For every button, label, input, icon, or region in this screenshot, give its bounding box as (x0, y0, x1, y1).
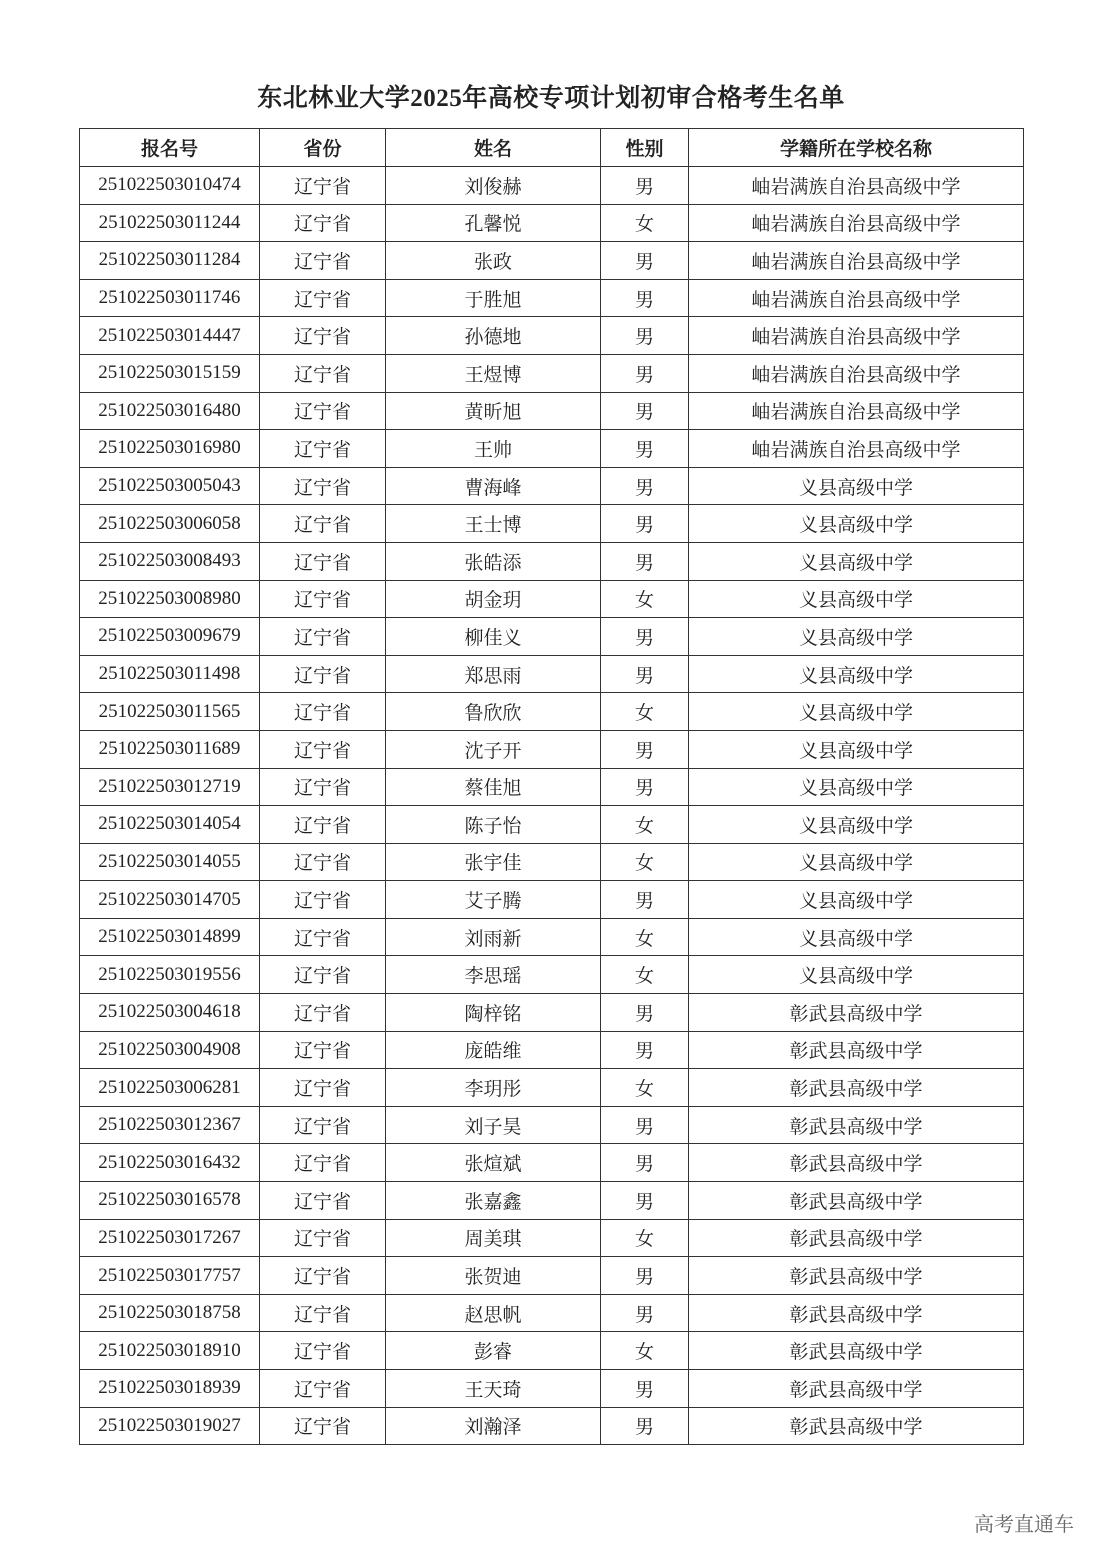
table-row (80, 730, 1024, 768)
cell-gender: 男 (601, 768, 689, 806)
cell-school: 义县高级中学 (689, 655, 1024, 693)
cell-gender: 男 (601, 1370, 689, 1408)
cell-school: 义县高级中学 (689, 505, 1024, 543)
cell-school: 岫岩满族自治县高级中学 (689, 167, 1024, 205)
cell-gender: 男 (601, 242, 689, 280)
cell-gender: 男 (601, 994, 689, 1032)
cell-school: 岫岩满族自治县高级中学 (689, 392, 1024, 430)
cell-registration-number: 251022503011746 (80, 279, 260, 317)
cell-gender: 女 (601, 204, 689, 242)
cell-name: 张皓添 (386, 542, 601, 580)
cell-registration-number: 251022503018939 (80, 1370, 260, 1408)
cell-registration-number: 251022503014705 (80, 881, 260, 919)
table-row (80, 542, 1024, 580)
cell-name: 艾子腾 (386, 881, 601, 919)
table-row (80, 1294, 1024, 1332)
cell-name: 赵思帆 (386, 1294, 601, 1332)
table-row (80, 505, 1024, 543)
table-row (80, 580, 1024, 618)
table-row (80, 1257, 1024, 1295)
cell-province: 辽宁省 (260, 467, 386, 505)
cell-province: 辽宁省 (260, 655, 386, 693)
cell-school: 岫岩满族自治县高级中学 (689, 317, 1024, 355)
cell-school: 义县高级中学 (689, 542, 1024, 580)
cell-school: 岫岩满族自治县高级中学 (689, 430, 1024, 468)
table-row (80, 204, 1024, 242)
cell-registration-number: 251022503014447 (80, 317, 260, 355)
cell-gender: 男 (601, 167, 689, 205)
cell-school: 义县高级中学 (689, 768, 1024, 806)
cell-name: 郑思雨 (386, 655, 601, 693)
cell-name: 刘雨新 (386, 918, 601, 956)
cell-province: 辽宁省 (260, 806, 386, 844)
cell-province: 辽宁省 (260, 730, 386, 768)
table-row (80, 430, 1024, 468)
cell-province: 辽宁省 (260, 1332, 386, 1370)
cell-gender: 女 (601, 580, 689, 618)
cell-registration-number: 251022503018758 (80, 1294, 260, 1332)
cell-registration-number: 251022503009679 (80, 618, 260, 656)
cell-school: 彰武县高级中学 (689, 1407, 1024, 1445)
cell-name: 曹海峰 (386, 467, 601, 505)
cell-province: 辽宁省 (260, 618, 386, 656)
cell-gender: 男 (601, 618, 689, 656)
cell-registration-number: 251022503011284 (80, 242, 260, 280)
cell-registration-number: 251022503011498 (80, 655, 260, 693)
cell-gender: 男 (601, 542, 689, 580)
cell-registration-number: 251022503010474 (80, 167, 260, 205)
table-row (80, 1031, 1024, 1069)
cell-registration-number: 251022503016578 (80, 1182, 260, 1220)
cell-registration-number: 251022503004618 (80, 994, 260, 1032)
cell-school: 彰武县高级中学 (689, 1219, 1024, 1257)
table-row (80, 768, 1024, 806)
table-row (80, 994, 1024, 1032)
cell-name: 沈子开 (386, 730, 601, 768)
cell-name: 张煊斌 (386, 1144, 601, 1182)
header-name: 姓名 (386, 129, 601, 167)
table-row (80, 1144, 1024, 1182)
cell-registration-number: 251022503016980 (80, 430, 260, 468)
cell-name: 刘子昊 (386, 1106, 601, 1144)
table-row (80, 167, 1024, 205)
cell-province: 辽宁省 (260, 242, 386, 280)
cell-name: 李玥彤 (386, 1069, 601, 1107)
table-row (80, 918, 1024, 956)
cell-school: 义县高级中学 (689, 618, 1024, 656)
cell-province: 辽宁省 (260, 1031, 386, 1069)
cell-school: 义县高级中学 (689, 843, 1024, 881)
cell-gender: 男 (601, 1106, 689, 1144)
cell-name: 庞皓维 (386, 1031, 601, 1069)
cell-name: 柳佳义 (386, 618, 601, 656)
cell-name: 陈子怡 (386, 806, 601, 844)
cell-school: 彰武县高级中学 (689, 1332, 1024, 1370)
cell-name: 王帅 (386, 430, 601, 468)
table-row (80, 279, 1024, 317)
table-row (80, 1407, 1024, 1445)
cell-school: 彰武县高级中学 (689, 1069, 1024, 1107)
cell-registration-number: 251022503015159 (80, 354, 260, 392)
cell-province: 辽宁省 (260, 542, 386, 580)
cell-name: 王煜博 (386, 354, 601, 392)
table-row (80, 806, 1024, 844)
cell-registration-number: 251022503012367 (80, 1106, 260, 1144)
cell-gender: 男 (601, 655, 689, 693)
cell-province: 辽宁省 (260, 279, 386, 317)
cell-gender: 女 (601, 1332, 689, 1370)
table-row (80, 618, 1024, 656)
cell-name: 陶梓铭 (386, 994, 601, 1032)
cell-province: 辽宁省 (260, 768, 386, 806)
cell-registration-number: 251022503019027 (80, 1407, 260, 1445)
cell-registration-number: 251022503017757 (80, 1257, 260, 1295)
candidate-table (79, 128, 1024, 1445)
cell-school: 彰武县高级中学 (689, 1182, 1024, 1220)
cell-gender: 男 (601, 505, 689, 543)
cell-registration-number: 251022503014055 (80, 843, 260, 881)
cell-school: 彰武县高级中学 (689, 1257, 1024, 1295)
cell-province: 辽宁省 (260, 392, 386, 430)
cell-gender: 女 (601, 1219, 689, 1257)
cell-school: 彰武县高级中学 (689, 1144, 1024, 1182)
cell-school: 岫岩满族自治县高级中学 (689, 354, 1024, 392)
cell-name: 胡金玥 (386, 580, 601, 618)
cell-gender: 男 (601, 467, 689, 505)
cell-province: 辽宁省 (260, 1106, 386, 1144)
cell-name: 刘瀚泽 (386, 1407, 601, 1445)
cell-school: 彰武县高级中学 (689, 1370, 1024, 1408)
cell-registration-number: 251022503011565 (80, 693, 260, 731)
cell-province: 辽宁省 (260, 204, 386, 242)
cell-gender: 男 (601, 1294, 689, 1332)
cell-registration-number: 251022503011689 (80, 730, 260, 768)
cell-province: 辽宁省 (260, 918, 386, 956)
table-row (80, 1069, 1024, 1107)
cell-gender: 男 (601, 1182, 689, 1220)
cell-province: 辽宁省 (260, 693, 386, 731)
cell-province: 辽宁省 (260, 580, 386, 618)
table-row (80, 392, 1024, 430)
cell-registration-number: 251022503004908 (80, 1031, 260, 1069)
table-row (80, 881, 1024, 919)
cell-school: 彰武县高级中学 (689, 1294, 1024, 1332)
cell-name: 黄昕旭 (386, 392, 601, 430)
header-province: 省份 (260, 129, 386, 167)
cell-school: 岫岩满族自治县高级中学 (689, 279, 1024, 317)
cell-school: 义县高级中学 (689, 730, 1024, 768)
cell-school: 彰武县高级中学 (689, 1106, 1024, 1144)
header-registration-number: 报名号 (80, 129, 260, 167)
cell-registration-number: 251022503019556 (80, 956, 260, 994)
table-body (80, 167, 1024, 1445)
cell-province: 辽宁省 (260, 843, 386, 881)
table-row (80, 1370, 1024, 1408)
header-gender: 性别 (601, 129, 689, 167)
cell-gender: 男 (601, 279, 689, 317)
cell-province: 辽宁省 (260, 505, 386, 543)
table-row (80, 655, 1024, 693)
cell-gender: 女 (601, 806, 689, 844)
cell-registration-number: 251022503016432 (80, 1144, 260, 1182)
cell-gender: 男 (601, 1144, 689, 1182)
cell-province: 辽宁省 (260, 1407, 386, 1445)
cell-province: 辽宁省 (260, 994, 386, 1032)
cell-name: 周美琪 (386, 1219, 601, 1257)
cell-gender: 女 (601, 918, 689, 956)
cell-name: 张贺迪 (386, 1257, 601, 1295)
cell-gender: 男 (601, 881, 689, 919)
table-row (80, 242, 1024, 280)
table-row (80, 317, 1024, 355)
cell-school: 义县高级中学 (689, 580, 1024, 618)
cell-school: 义县高级中学 (689, 693, 1024, 731)
cell-name: 蔡佳旭 (386, 768, 601, 806)
cell-province: 辽宁省 (260, 1257, 386, 1295)
table-row (80, 1332, 1024, 1370)
document-title: 东北林业大学2025年高校专项计划初审合格考生名单 (257, 85, 845, 112)
cell-name: 于胜旭 (386, 279, 601, 317)
cell-province: 辽宁省 (260, 1294, 386, 1332)
cell-gender: 男 (601, 317, 689, 355)
cell-province: 辽宁省 (260, 354, 386, 392)
cell-name: 王天琦 (386, 1370, 601, 1408)
cell-gender: 男 (601, 1257, 689, 1295)
cell-province: 辽宁省 (260, 1069, 386, 1107)
cell-name: 孔馨悦 (386, 204, 601, 242)
table-row (80, 1182, 1024, 1220)
cell-school: 彰武县高级中学 (689, 994, 1024, 1032)
cell-province: 辽宁省 (260, 1182, 386, 1220)
cell-province: 辽宁省 (260, 1144, 386, 1182)
cell-province: 辽宁省 (260, 1370, 386, 1408)
cell-school: 义县高级中学 (689, 881, 1024, 919)
cell-gender: 男 (601, 392, 689, 430)
cell-school: 义县高级中学 (689, 918, 1024, 956)
table-row (80, 693, 1024, 731)
cell-school: 义县高级中学 (689, 467, 1024, 505)
cell-registration-number: 251022503017267 (80, 1219, 260, 1257)
table-row (80, 354, 1024, 392)
cell-registration-number: 251022503006058 (80, 505, 260, 543)
cell-province: 辽宁省 (260, 956, 386, 994)
table-header-row (80, 129, 1024, 167)
table-row (80, 843, 1024, 881)
cell-school: 义县高级中学 (689, 806, 1024, 844)
watermark: 高考直通车 (974, 1512, 1074, 1536)
table-row (80, 956, 1024, 994)
cell-gender: 女 (601, 843, 689, 881)
cell-province: 辽宁省 (260, 881, 386, 919)
cell-name: 张嘉鑫 (386, 1182, 601, 1220)
cell-gender: 男 (601, 1031, 689, 1069)
cell-name: 刘俊赫 (386, 167, 601, 205)
cell-registration-number: 251022503011244 (80, 204, 260, 242)
cell-school: 义县高级中学 (689, 956, 1024, 994)
cell-registration-number: 251022503012719 (80, 768, 260, 806)
cell-gender: 男 (601, 730, 689, 768)
cell-name: 张政 (386, 242, 601, 280)
cell-name: 王士博 (386, 505, 601, 543)
cell-name: 鲁欣欣 (386, 693, 601, 731)
cell-registration-number: 251022503006281 (80, 1069, 260, 1107)
cell-registration-number: 251022503008980 (80, 580, 260, 618)
table-row (80, 1106, 1024, 1144)
cell-school: 岫岩满族自治县高级中学 (689, 204, 1024, 242)
cell-school: 彰武县高级中学 (689, 1031, 1024, 1069)
cell-registration-number: 251022503016480 (80, 392, 260, 430)
cell-name: 孙德地 (386, 317, 601, 355)
cell-gender: 男 (601, 354, 689, 392)
cell-gender: 男 (601, 430, 689, 468)
cell-registration-number: 251022503014054 (80, 806, 260, 844)
cell-province: 辽宁省 (260, 317, 386, 355)
cell-gender: 女 (601, 1069, 689, 1107)
cell-gender: 女 (601, 956, 689, 994)
cell-registration-number: 251022503018910 (80, 1332, 260, 1370)
cell-name: 彭睿 (386, 1332, 601, 1370)
cell-gender: 男 (601, 1407, 689, 1445)
cell-gender: 女 (601, 693, 689, 731)
cell-province: 辽宁省 (260, 1219, 386, 1257)
header-school: 学籍所在学校名称 (689, 129, 1024, 167)
table-row (80, 1219, 1024, 1257)
cell-registration-number: 251022503005043 (80, 467, 260, 505)
cell-province: 辽宁省 (260, 430, 386, 468)
cell-registration-number: 251022503008493 (80, 542, 260, 580)
cell-school: 岫岩满族自治县高级中学 (689, 242, 1024, 280)
cell-name: 李思瑶 (386, 956, 601, 994)
cell-registration-number: 251022503014899 (80, 918, 260, 956)
cell-name: 张宇佳 (386, 843, 601, 881)
cell-province: 辽宁省 (260, 167, 386, 205)
table-row (80, 467, 1024, 505)
